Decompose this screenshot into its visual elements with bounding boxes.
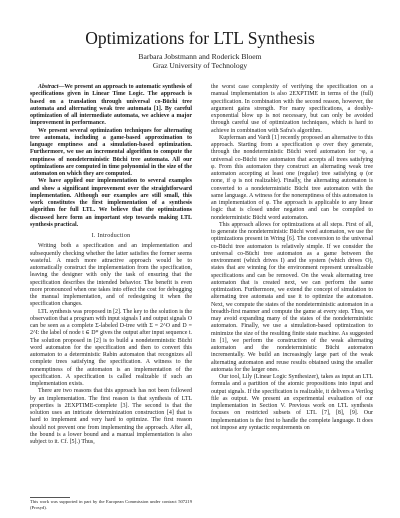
paper-affiliation: Graz University of Technology <box>152 61 248 70</box>
paper-title: Optimizations for LTL Synthesis <box>85 28 315 48</box>
abstract-paragraph-2: We present several optimization techniques for alternating tree automata, including a game-based approximation to language emptiness and a simulation-based optimization. Furthermore, we use an incremental algorithm to compute the emptiness of nondeterministic Büchi tree automata. All our optimizations are computed in time polynomial in the size of the automaton on which they are computed. <box>30 127 192 177</box>
footnote: This work was supported in part by the European Commission under contract 507219 (Prosyd). <box>30 499 192 510</box>
abstract-lead: Abstract— <box>38 84 65 90</box>
right-paragraph-3: This approach allows for optimizations at all steps. First of all, to generate the nondeterministic Büchi word automaton, we use the optimizations present in Wring [6]. The conversion to the universal co-Büchi tree automaton is relatively simple. If we consider the universal co-Büchi tree automaton as a game between the environment (which drives I) and the system (which drives O), states that are winning for the environment represent unrealizable specifications and can be removed. On the weak alternating tree automaton that is created next, we can perform the same optimization. Furthermore, we extend the concept of simulation to alternating tree automata and use it to optimize the automaton. Next, we compute the states of the nondeterministic automaton in a breadth-first manner and compute the game at every step. Thus, we may avoid expanding many of the states of the nondeterministic automaton. Finally, we use a simulation-based optimization to minimize the size of the resulting finite state machine. As suggested in [1], we perform the construction of the weak alternating automaton and the nondeterministic Büchi automaton incrementally. We build an increasingly large part of the weak alternating automaton and reuse results obtained using the smaller automata for the larger ones. <box>211 221 373 373</box>
right-column <box>211 84 373 432</box>
intro-paragraph-3: There are two reasons that this approach has not been followed by an implementation. The first reason is that synthesis of LTL properties is 2EXPTIME-complete [3]. The second is that the solution uses an intricate determinization construction [4] that is hard to implement and very hard to optimize. The first reason should not prevent one from implementing the approach. After all, the bound is a lower bound and a manual implementation is also subject to it. Cf. [5].) Thus, <box>30 388 192 445</box>
abstract-paragraph-3: We have applied our implementation to several examples and show a significant improvement over the straightforward implementation. Although our examples are still small, this work constitutes the first implementation of a synthesis algorithm for full LTL. We believe that the optimizations discussed here form an important step towards making LTL synthesis practical. <box>30 178 192 228</box>
intro-paragraph-2: LTL synthesis was proposed in [2]. The key to the solution is the observation that a program with input signals I and output signals O can be seen as a complete Σ-labeled D-tree with Σ = 2^O and D = 2^I: the label of node t ∈ D* gives the output after input sequence t. The solution proposed in [2] is to build a nondeterministic Büchi word automaton for the specification and then to convert this automaton to a deterministic Rabin automaton that recognizes all complete trees satisfying the specification. A witness to the nonemptiness of the automaton is an implementation of the specification. A specification is called realizable if such an implementation exists. <box>30 308 192 387</box>
right-paragraph-1: the worst case complexity of verifying the specification on a manual implementation is also 2EXPTIME in terms of the (full) specification. In combination with the second reason, however, the argument gains strength. For many specifications, a doubly-exponential blow up is not necessary, but can only be avoided through careful use of optimization techniques, which is hard to achieve in combination with Safra's algorithm. <box>211 84 373 134</box>
right-paragraph-4: Our tool, Lily (Linear Logic Synthesizer), takes as input an LTL formula and a partition of the atomic propositions into input and output signals. If the specification is realizable, it delivers a Verilog file as output. We present an experimental evaluation of our implementation in Section V. Previous work on LTL synthesis focuses on restricted subsets of LTL [7], [8], [9]. Our implementation is the first to handle the complete language. It does not impose any syntactic requirements on <box>211 374 373 431</box>
right-paragraph-2: Kupferman and Vardi [1] recently proposed an alternative to this approach. Starting from a specification φ over they generate, through the nondeterministic Büchi word automaton for ¬φ, a universal co-Büchi tree automaton that accepts all trees satisfying φ. From this automaton they construct an alternating weak tree automaton accepting at least one (regular) tree satisfying φ (or none, if φ is not realizable). Finally, the alternating automaton is converted to a nondeterministic Büchi tree automaton with the same language. A witness for the nonemptiness of this automaton is an implementation of φ. The approach is applicable to any linear logic that is closed under negation and can be compiled to nondeterministic Büchi word automaton. <box>211 134 373 221</box>
footnote-rule <box>30 497 70 498</box>
intro-paragraph-1: Writing both a specification and an implementation and subsequently checking whether the latter satisfies the former seems wasteful. A much more attractive approach would be to automatically construct the implementation from the specification, leaving the designer with only the task of ensuring that the specification describes the intended behavior. The benefit is even more pronounced when one takes into effect the cost for debugging the manual implementation, and of redesigning it when the specification changes. <box>30 243 192 308</box>
abstract-paragraph-1 <box>30 84 192 128</box>
abstract-text-1: We present an approach to automatic synthesis of specifications given in Linear Time Logic. The approach is based on a translation through universal co-Büchi tree automata and alternating weak tree automata [1]. By careful optimization of all intermediate automata, we achieve a major improvement in performance. <box>30 84 192 127</box>
left-column <box>30 84 192 446</box>
paper-authors: Barbara Jobstmann and Roderick Bloem <box>138 52 262 61</box>
section-heading-introduction: I. Introduction <box>91 233 131 239</box>
